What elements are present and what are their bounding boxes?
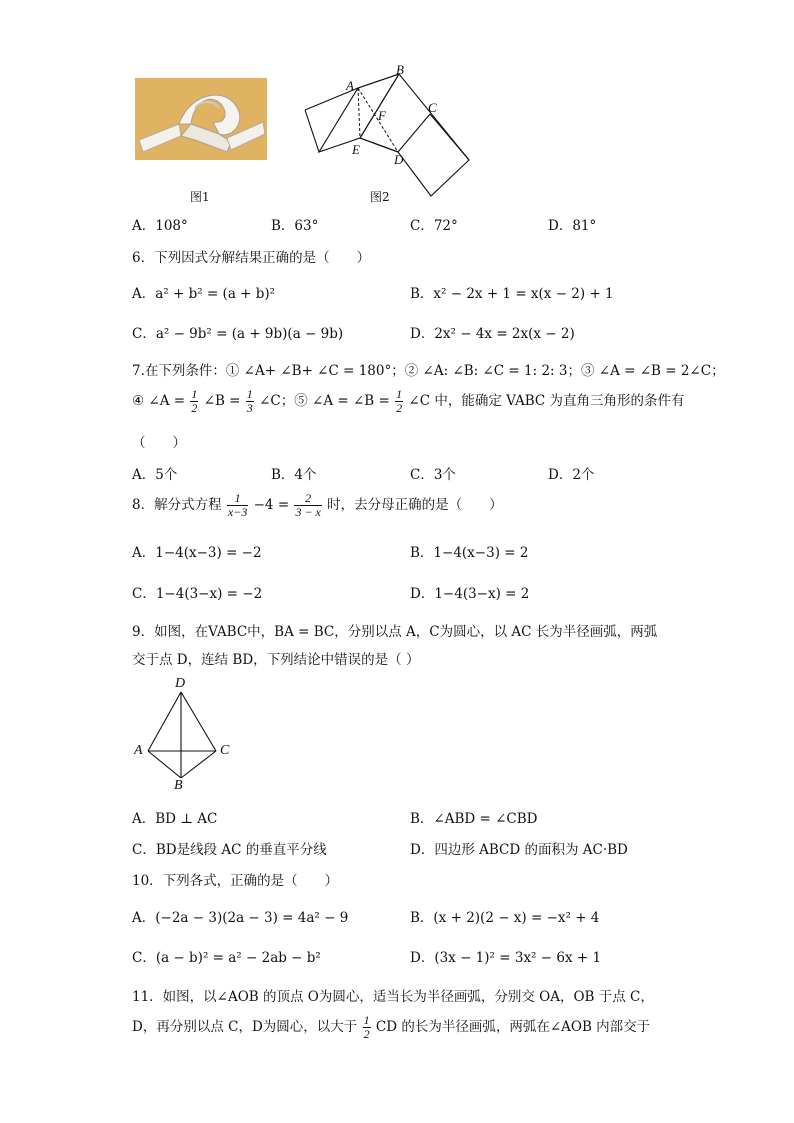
q7-line-2-c: ∠C；⑤ ∠A = ∠B = (259, 393, 390, 409)
figure-1-photo (135, 78, 267, 160)
q5-option-a: A．108° (132, 218, 188, 234)
q7-half-den: 2 (191, 401, 198, 415)
q6-option-a: A．a² + b² = (a + b)² (132, 286, 276, 302)
fig2-label-b: B (396, 62, 404, 77)
q8-stem (132, 492, 503, 519)
q7-option-c: C．3个 (410, 467, 456, 483)
q9-figure (130, 676, 240, 798)
q11-line-1: 11．如图，以∠AOB 的顶点 O为圆心，适当长为半径画弧，分别交 OA，OB 于点 C， (132, 989, 654, 1005)
q7-line-2-d: ∠C 中，能确定 VABC 为直角三角形的条件有 (408, 393, 685, 409)
q9-option-a: A．BD ⊥ AC (132, 811, 218, 827)
q7-third-den: 3 (246, 401, 253, 415)
q7-line-2 (132, 388, 685, 415)
q7-line-1: 7.在下列条件：① ∠A+ ∠B+ ∠C = 180°；② ∠A: ∠B: ∠C = 1: 2: 3；③ ∠A = ∠B = 2∠C； (132, 363, 725, 379)
q7-line-2-a: ④ ∠A = (132, 393, 186, 409)
fig2-label-a: A (346, 78, 354, 93)
q6-stem: 6．下列因式分解结果正确的是（ ） (132, 250, 371, 266)
q7-option-d: D．2个 (548, 467, 595, 483)
q8-fraction-1 (227, 492, 248, 519)
q9-label-b: B (174, 778, 183, 793)
q11-line-2 (132, 1014, 650, 1041)
q10-option-a: A．(−2a − 3)(2a − 3) = 4a² − 9 (132, 910, 349, 926)
q9-option-d: D．四边形 ABCD 的面积为 AC·BD (410, 842, 628, 858)
q8-stem-a: 8．解分式方程 (132, 497, 222, 513)
q9-figure-svg (130, 676, 240, 798)
q7-half2-num: 1 (396, 387, 403, 401)
q5-option-d: D．81° (548, 218, 597, 234)
q8-stem-b: 时，去分母正确的是（ ） (327, 497, 503, 513)
q6-option-d: D．2x² − 4x = 2x(x − 2) (410, 326, 575, 342)
fig2-label-f: F (378, 108, 386, 123)
q8-stem-mid: −4 = (253, 497, 290, 513)
q11-half-num: 1 (363, 1013, 370, 1027)
q10-stem: 10．下列各式，正确的是（ ） (132, 873, 339, 889)
q5-option-b: B．63° (271, 218, 319, 234)
q8-frac1-den: x−3 (227, 505, 248, 519)
q7-fraction-half (190, 388, 198, 415)
q9-label-a: A (134, 743, 143, 758)
q11-line-2-a: D，再分别以点 C，D为圆心，以大于 (132, 1019, 358, 1035)
q8-frac2-num: 2 (294, 492, 321, 506)
q9-label-d: D (175, 676, 186, 691)
fig2-label-c: C (428, 100, 437, 115)
q9-option-c: C．BD是线段 AC 的垂直平分线 (132, 842, 327, 858)
q8-option-b: B．1−4(x−3) = 2 (410, 545, 529, 561)
q10-option-b: B．(x + 2)(2 − x) = −x² + 4 (410, 910, 600, 926)
figure-2-caption: 图2 (370, 190, 390, 204)
q8-option-d: D．1−4(3−x) = 2 (410, 586, 530, 602)
q5-option-c: C．72° (410, 218, 458, 234)
q7-line-3: （ ） (132, 435, 186, 451)
q8-fraction-2 (294, 492, 321, 519)
q6-option-c: C．a² − 9b² = (a + 9b)(a − 9b) (132, 326, 344, 342)
q8-option-a: A．1−4(x−3) = −2 (132, 545, 262, 561)
fig2-label-e: E (352, 142, 360, 157)
q7-fraction-third (246, 388, 254, 415)
fig2-label-d: D (394, 152, 404, 167)
q9-option-b: B．∠ABD = ∠CBD (410, 811, 538, 827)
q8-frac1-num: 1 (227, 492, 248, 506)
q7-option-b: B．4个 (271, 467, 317, 483)
q9-line-1: 9．如图，在VABC中，BA = BC，分别以点 A，C为圆心，以 AC 长为半径画弧，两弧 (132, 624, 658, 640)
figure-2-svg (300, 60, 480, 200)
q8-frac2-den: 3 − x (295, 505, 321, 519)
q9-label-c: C (220, 743, 230, 758)
q7-line-2-b: ∠B = (203, 393, 241, 409)
q11-line-2-b: CD 的长为半径画弧，两弧在∠AOB 内部交于 (375, 1019, 651, 1035)
figure-1-ribbon-illustration (135, 78, 267, 160)
q11-half-den: 2 (363, 1027, 370, 1041)
q7-third-num: 1 (246, 387, 253, 401)
figure-2-diagram (300, 60, 480, 200)
q9-line-2: 交于点 D，连结 BD，下列结论中错误的是（ ） (132, 652, 420, 668)
q7-fraction-half-2 (395, 388, 403, 415)
q7-half-num: 1 (191, 387, 198, 401)
q10-option-c: C．(a − b)² = a² − 2ab − b² (132, 950, 321, 966)
q8-option-c: C．1−4(3−x) = −2 (132, 586, 263, 602)
q10-option-d: D．(3x − 1)² = 3x² − 6x + 1 (410, 950, 602, 966)
q6-option-b: B．x² − 2x + 1 = x(x − 2) + 1 (410, 286, 614, 302)
q7-half2-den: 2 (396, 401, 403, 415)
q11-fraction-half (363, 1014, 371, 1041)
q7-option-a: A．5个 (132, 467, 178, 483)
figure-1-caption: 图1 (190, 190, 210, 204)
